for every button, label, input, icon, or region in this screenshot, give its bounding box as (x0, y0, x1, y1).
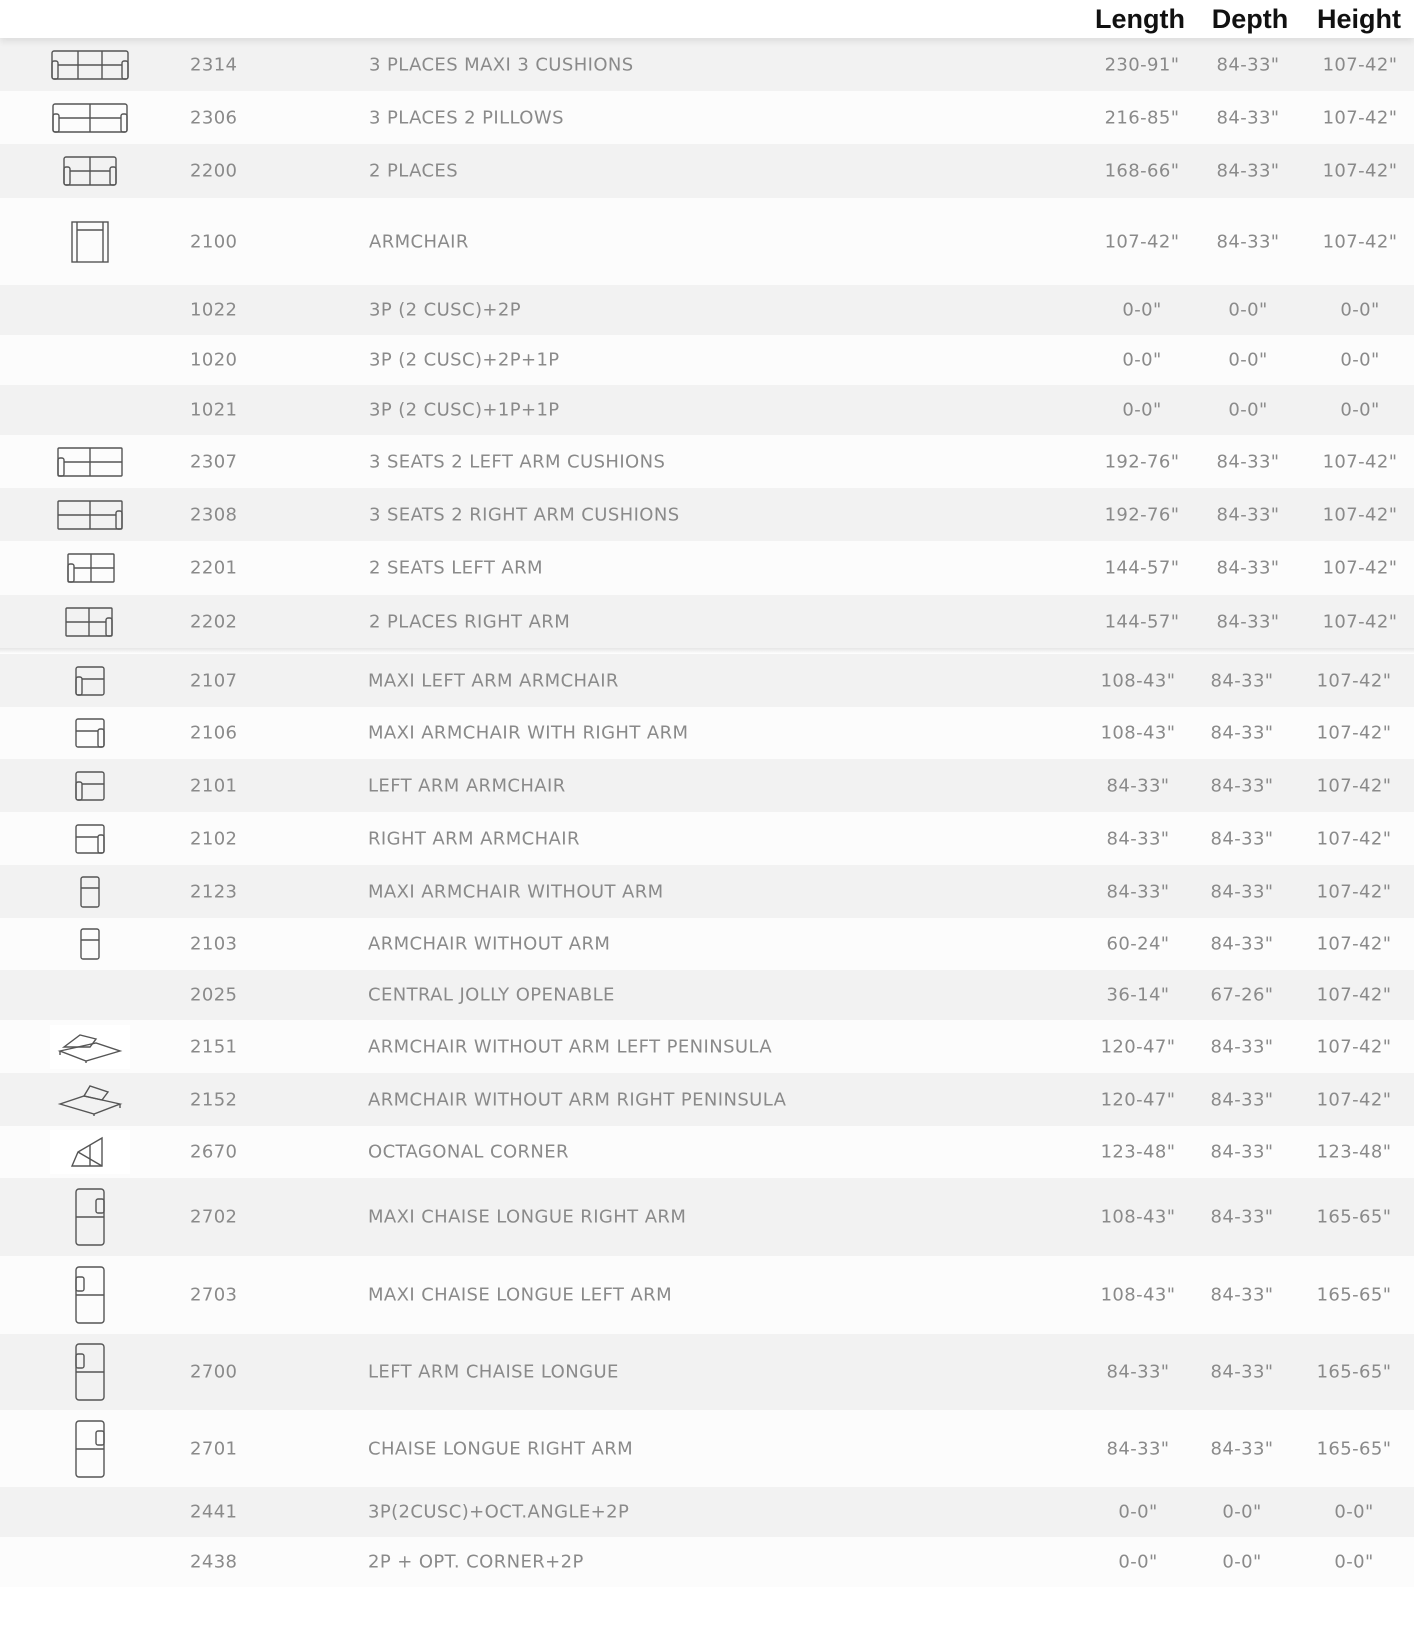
product-height: 107-42" (1316, 670, 1392, 691)
table-row (0, 812, 1414, 865)
product-length: 0-0" (1122, 299, 1162, 321)
product-description: MAXI LEFT ARM ARMCHAIR (368, 670, 619, 691)
product-height: 107-42" (1322, 611, 1398, 632)
product-depth: 84-33" (1216, 611, 1280, 632)
product-description: ARMCHAIR WITHOUT ARM LEFT PENINSULA (368, 1036, 773, 1057)
product-height: 107-42" (1316, 1089, 1392, 1110)
product-description: 3P (2 CUSC)+2P+1P (369, 349, 560, 371)
header-length: Length (1095, 4, 1185, 34)
product-depth: 84-33" (1210, 1361, 1274, 1383)
product-height: 0-0" (1334, 1501, 1374, 1523)
product-code: 2152 (190, 1089, 238, 1110)
product-height: 107-42" (1322, 54, 1398, 75)
product-description: CENTRAL JOLLY OPENABLE (368, 984, 615, 1006)
table-row (0, 1256, 1414, 1334)
sofa-3-seat-icon (50, 96, 130, 140)
product-description: 3 PLACES MAXI 3 CUSHIONS (369, 54, 634, 75)
product-depth: 84-33" (1210, 775, 1274, 796)
product-height: 165-65" (1316, 1438, 1392, 1459)
product-height: 107-42" (1316, 775, 1392, 796)
product-description: 2P + OPT. CORNER+2P (368, 1551, 584, 1573)
product-depth: 0-0" (1228, 349, 1268, 371)
product-description: 3P (2 CUSC)+2P (369, 299, 521, 321)
table-row (0, 144, 1414, 198)
product-depth: 84-33" (1216, 231, 1280, 252)
product-length: 192-76" (1104, 451, 1180, 472)
table-row (0, 198, 1414, 285)
product-description: 3 SEATS 2 RIGHT ARM CUSHIONS (369, 504, 680, 525)
product-code: 2123 (190, 881, 238, 902)
armless-chair-icon (50, 870, 130, 914)
product-length: 0-0" (1118, 1551, 1158, 1573)
product-length: 84-33" (1106, 1361, 1170, 1383)
product-depth: 84-33" (1216, 451, 1280, 472)
product-length: 192-76" (1104, 504, 1180, 525)
product-description: 2 PLACES RIGHT ARM (369, 611, 571, 632)
product-code: 2100 (190, 231, 238, 252)
sofa-2-seat-icon (50, 149, 130, 193)
sofa-2-seat-left-arm-icon (50, 546, 130, 590)
product-length: 60-24" (1106, 933, 1170, 955)
product-height: 0-0" (1340, 399, 1380, 421)
product-description: OCTAGONAL CORNER (368, 1141, 569, 1163)
product-code: 2700 (190, 1361, 238, 1383)
product-height: 107-42" (1322, 504, 1398, 525)
product-height: 107-42" (1322, 160, 1398, 182)
table-row (0, 865, 1414, 918)
table-row (0, 970, 1414, 1020)
product-length: 168-66" (1104, 160, 1180, 182)
chaise-longue-right-icon (50, 1417, 130, 1481)
chaise-longue-right-icon (50, 1185, 130, 1249)
product-height: 165-65" (1316, 1284, 1392, 1306)
armchair-icon (50, 220, 130, 264)
product-height: 123-48" (1316, 1141, 1392, 1163)
product-description: 2 PLACES (369, 160, 459, 182)
product-code: 1021 (190, 399, 238, 421)
product-depth: 84-33" (1216, 160, 1280, 182)
product-depth: 84-33" (1210, 881, 1274, 902)
product-description: MAXI CHAISE LONGUE LEFT ARM (368, 1284, 672, 1306)
product-description: 3P(2CUSC)+OCT.ANGLE+2P (368, 1501, 630, 1523)
product-length: 108-43" (1100, 1284, 1176, 1306)
peninsula-right-icon (50, 1078, 130, 1122)
table-row (0, 541, 1414, 595)
product-length: 120-47" (1100, 1036, 1176, 1057)
product-depth: 0-0" (1228, 399, 1268, 421)
product-length: 84-33" (1106, 1438, 1170, 1459)
table-row (0, 1487, 1414, 1537)
product-length: 107-42" (1104, 231, 1180, 252)
table-row (0, 488, 1414, 541)
product-length: 123-48" (1100, 1141, 1176, 1163)
product-height: 107-42" (1316, 722, 1392, 744)
product-depth: 84-33" (1210, 722, 1274, 744)
product-depth: 84-33" (1216, 54, 1280, 75)
product-height: 0-0" (1340, 349, 1380, 371)
product-description: ARMCHAIR WITHOUT ARM RIGHT PENINSULA (368, 1089, 787, 1110)
table-row (0, 707, 1414, 759)
header-height: Height (1317, 4, 1401, 34)
table-row (0, 759, 1414, 812)
product-code: 2107 (190, 670, 238, 691)
product-length: 108-43" (1100, 722, 1176, 744)
product-code: 2670 (190, 1141, 238, 1163)
sofa-2-seat-right-arm-icon (50, 600, 130, 644)
product-description: MAXI CHAISE LONGUE RIGHT ARM (368, 1206, 687, 1228)
product-depth: 84-33" (1210, 1284, 1274, 1306)
sofa-3-seat-maxi-icon (50, 43, 130, 87)
product-code: 2101 (190, 775, 238, 796)
product-description: ARMCHAIR WITHOUT ARM (368, 933, 611, 955)
product-description: CHAISE LONGUE RIGHT ARM (368, 1438, 634, 1459)
product-depth: 0-0" (1222, 1501, 1262, 1523)
table-row (0, 385, 1414, 435)
product-code: 2703 (190, 1284, 238, 1306)
product-length: 144-57" (1104, 611, 1180, 632)
armchair-left-arm-icon (50, 764, 130, 808)
product-description: 2 SEATS LEFT ARM (369, 557, 543, 579)
product-depth: 84-33" (1210, 1141, 1274, 1163)
table-row (0, 1020, 1414, 1073)
table-row (0, 1073, 1414, 1126)
product-code: 2202 (190, 611, 238, 632)
product-code: 2441 (190, 1501, 238, 1523)
table-row (0, 1410, 1414, 1487)
product-code: 2307 (190, 451, 238, 472)
armchair-left-arm-icon (50, 659, 130, 703)
product-table-part-1 (0, 38, 1414, 648)
table-row (0, 595, 1414, 648)
product-length: 36-14" (1106, 984, 1170, 1006)
product-height: 107-42" (1316, 1036, 1392, 1057)
product-length: 0-0" (1122, 349, 1162, 371)
product-code: 2025 (190, 984, 238, 1006)
product-length: 0-0" (1118, 1501, 1158, 1523)
armchair-right-arm-icon (50, 711, 130, 755)
product-depth: 67-26" (1210, 984, 1274, 1006)
product-length: 84-33" (1106, 828, 1170, 849)
product-depth: 84-33" (1210, 828, 1274, 849)
product-description: 3P (2 CUSC)+1P+1P (369, 399, 560, 421)
product-height: 0-0" (1340, 299, 1380, 321)
table-row (0, 1178, 1414, 1256)
product-description: LEFT ARM ARMCHAIR (368, 775, 566, 796)
table-row (0, 91, 1414, 144)
product-code: 2200 (190, 160, 238, 182)
product-height: 107-42" (1316, 881, 1392, 902)
sofa-3-seat-right-arm-icon (50, 493, 130, 537)
product-height: 107-42" (1316, 984, 1392, 1006)
table-row (0, 654, 1414, 707)
product-depth: 0-0" (1228, 299, 1268, 321)
product-depth: 84-33" (1210, 1089, 1274, 1110)
chaise-longue-left-icon (50, 1263, 130, 1327)
product-height: 107-42" (1322, 231, 1398, 252)
table-row (0, 435, 1414, 488)
product-height: 165-65" (1316, 1361, 1392, 1383)
product-description: 3 PLACES 2 PILLOWS (369, 107, 564, 128)
armchair-right-arm-icon (50, 817, 130, 861)
product-code: 1020 (190, 349, 238, 371)
product-depth: 84-33" (1210, 933, 1274, 955)
product-depth: 84-33" (1216, 504, 1280, 525)
product-description: ARMCHAIR (369, 231, 469, 252)
product-code: 2702 (190, 1206, 238, 1228)
sofa-3-seat-left-arm-icon (50, 440, 130, 484)
product-depth: 84-33" (1210, 1036, 1274, 1057)
table-row (0, 1334, 1414, 1410)
product-length: 84-33" (1106, 881, 1170, 902)
product-depth: 84-33" (1216, 557, 1280, 579)
product-code: 2106 (190, 722, 238, 744)
product-depth: 84-33" (1216, 107, 1280, 128)
table-row (0, 1537, 1414, 1587)
product-length: 84-33" (1106, 775, 1170, 796)
product-length: 120-47" (1100, 1089, 1176, 1110)
peninsula-left-icon (50, 1025, 130, 1069)
product-code: 2314 (190, 54, 238, 75)
product-height: 107-42" (1322, 557, 1398, 579)
product-depth: 0-0" (1222, 1551, 1262, 1573)
product-depth: 84-33" (1210, 1438, 1274, 1459)
product-code: 2438 (190, 1551, 238, 1573)
table-row (0, 285, 1414, 335)
product-length: 108-43" (1100, 1206, 1176, 1228)
product-code: 2306 (190, 107, 238, 128)
product-height: 107-42" (1316, 933, 1392, 955)
armless-chair-icon (50, 922, 130, 966)
product-code: 2701 (190, 1438, 238, 1459)
product-code: 2102 (190, 828, 238, 849)
product-height: 107-42" (1322, 451, 1398, 472)
product-height: 0-0" (1334, 1551, 1374, 1573)
product-length: 108-43" (1100, 670, 1176, 691)
octagonal-corner-icon (50, 1130, 130, 1174)
product-height: 107-42" (1316, 828, 1392, 849)
product-code: 2103 (190, 933, 238, 955)
table-row (0, 1126, 1414, 1178)
product-description: 3 SEATS 2 LEFT ARM CUSHIONS (369, 451, 666, 472)
product-length: 144-57" (1104, 557, 1180, 579)
product-code: 2308 (190, 504, 238, 525)
product-description: LEFT ARM CHAISE LONGUE (368, 1361, 619, 1383)
product-length: 230-91" (1104, 54, 1180, 75)
product-depth: 84-33" (1210, 670, 1274, 691)
product-description: MAXI ARMCHAIR WITHOUT ARM (368, 881, 664, 902)
chaise-longue-left-icon (50, 1340, 130, 1404)
table-header (0, 0, 1414, 38)
header-depth: Depth (1211, 4, 1289, 34)
product-length: 0-0" (1122, 399, 1162, 421)
product-length: 216-85" (1104, 107, 1180, 128)
product-table-part-2 (0, 654, 1414, 1587)
product-code: 2151 (190, 1036, 238, 1057)
table-row (0, 335, 1414, 385)
product-code: 2201 (190, 557, 238, 579)
product-height: 165-65" (1316, 1206, 1392, 1228)
product-description: RIGHT ARM ARMCHAIR (368, 828, 580, 849)
product-depth: 84-33" (1210, 1206, 1274, 1228)
product-height: 107-42" (1322, 107, 1398, 128)
product-code: 1022 (190, 299, 238, 321)
table-row (0, 38, 1414, 91)
product-description: MAXI ARMCHAIR WITH RIGHT ARM (368, 722, 689, 744)
table-row (0, 918, 1414, 970)
